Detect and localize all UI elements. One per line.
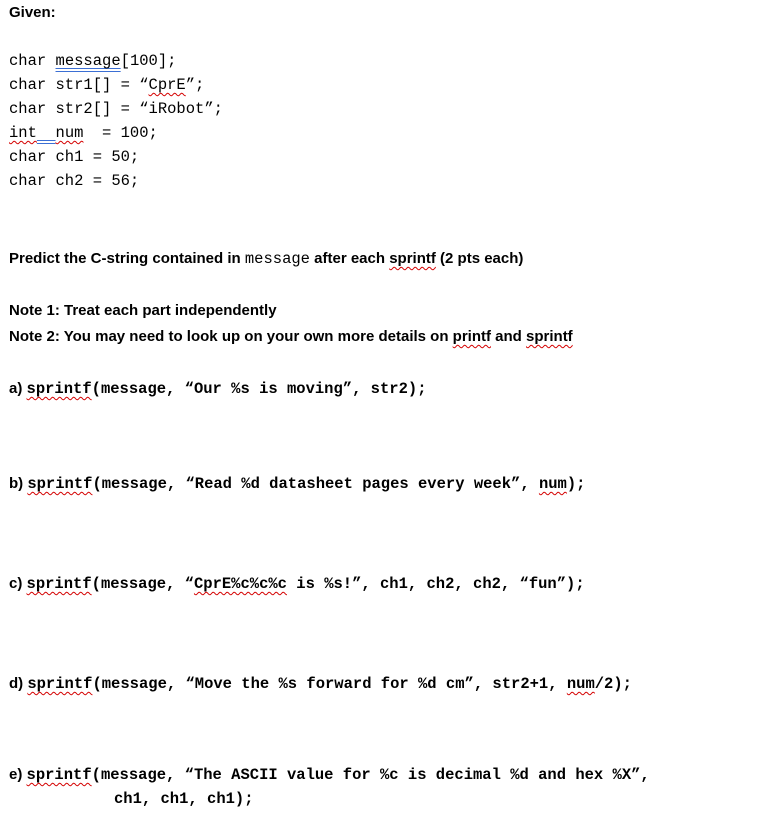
part-a: a) sprintf(message, “Our %s is moving”, str2); (9, 380, 427, 398)
given-heading: Given: (9, 4, 56, 21)
part-e-continuation: ch1, ch1, ch1); (114, 790, 254, 808)
decl-ch2: char ch2 = 56; (9, 172, 140, 190)
decl-num: int num = 100; (9, 124, 158, 142)
decl-str2: char str2[] = “iRobot”; (9, 100, 223, 118)
note-1: Note 1: Treat each part independently (9, 302, 277, 319)
decl-ch1: char ch1 = 50; (9, 148, 140, 166)
part-d: d) sprintf(message, “Move the %s forward for %d cm”, str2+1, num/2); (9, 675, 632, 693)
decl-str1: char str1[] = “CprE”; (9, 76, 205, 94)
predict-instruction: Predict the C-string contained in message after each sprintf (2 pts each) (9, 250, 524, 268)
part-e: e) sprintf(message, “The ASCII value for %c is decimal %d and hex %X”, (9, 766, 650, 784)
part-b: b) sprintf(message, “Read %d datasheet pages every week”, num); (9, 475, 586, 493)
part-c: c) sprintf(message, “CprE%c%c%c is %s!”, ch1, ch2, ch2, “fun”); (9, 575, 585, 593)
note-2: Note 2: You may need to look up on your own more details on printf and sprintf (9, 328, 573, 345)
decl-message: char message[100]; (9, 52, 177, 70)
